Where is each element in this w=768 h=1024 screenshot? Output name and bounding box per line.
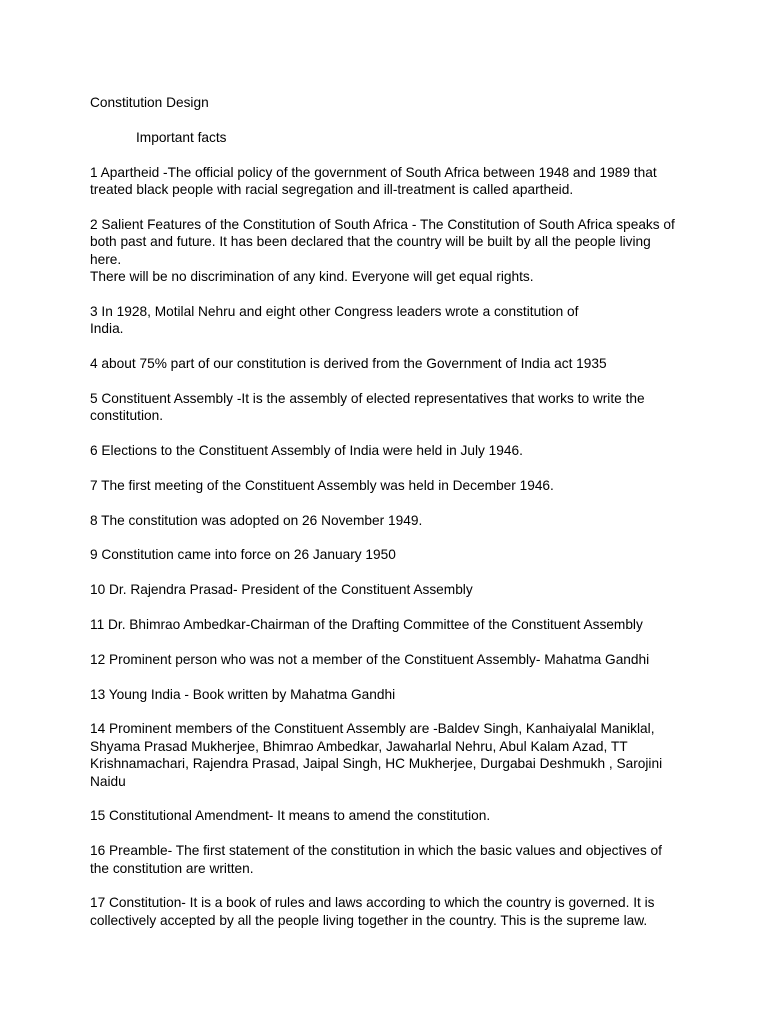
fact-item: 3 In 1928, Motilal Nehru and eight other Congress leaders wrote a constitution of India.: [90, 303, 579, 337]
fact-item: 16 Preamble- The first statement of the constitution in which the basic values and objectives of the constitution are written.: [90, 843, 662, 876]
document-body: [90, 94, 682, 929]
fact-item: 8 The constitution was adopted on 26 November 1949.: [90, 512, 423, 528]
fact-item: 12 Prominent person who was not a member of the Constituent Assembly- Mahatma Gandhi: [90, 651, 650, 667]
document-title: Constitution Design: [90, 95, 209, 110]
fact-item: 11 Dr. Bhimrao Ambedkar-Chairman of the Drafting Committee of the Constituent Assembly: [90, 617, 643, 632]
fact-item: 5 Constituent Assembly -It is the assembly of elected representatives that works to write the constitution.: [90, 390, 645, 424]
fact-item: 2 Salient Features of the Constitution of South Africa - The Constitution of South Africa speaks of both past and future. It has been declared that the country will be built by all the people living here. There will be no discrimination of any kind. Everyone will get equal rights.: [90, 216, 675, 285]
fact-item: 4 about 75% part of our constitution is derived from the Government of India act 1935: [90, 356, 607, 372]
fact-item: 13 Young India - Book written by Mahatma Gandhi: [90, 686, 396, 702]
fact-item: 9 Constitution came into force on 26 January 1950: [90, 547, 396, 563]
fact-item: 15 Constitutional Amendment- It means to amend the constitution.: [90, 808, 491, 824]
fact-item: 1 Apartheid -The official policy of the government of South Africa between 1948 and 1989 that treated black people with racial segregation and ill-treatment is called apartheid.: [90, 164, 657, 197]
fact-item: 10 Dr. Rajendra Prasad- President of the Constituent Assembly: [90, 582, 473, 598]
document-subtitle: Important facts: [136, 129, 227, 145]
fact-item: 6 Elections to the Constituent Assembly of India were held in July 1946.: [90, 443, 523, 459]
fact-item: 14 Prominent members of the Constituent Assembly are -Baldev Singh, Kanhaiyalal Maniklal, Shyama Prasad Mukherjee, Bhimrao Ambedkar, Jawaharlal Nehru, Abul Kalam Azad, TT Krishnamachari, Rajendra Prasad, Jaipal Singh, HC Mukherjee, Durgabai Deshmukh , Sarojini Naidu: [90, 721, 663, 789]
fact-item: 17 Constitution- It is a book of rules and laws according to which the country is governed. It is collectively accepted by all the people living together in the country. This is the supreme law.: [90, 895, 655, 928]
facts-list: [90, 164, 682, 930]
fact-item: 7 The first meeting of the Constituent Assembly was held in December 1946.: [90, 477, 554, 493]
